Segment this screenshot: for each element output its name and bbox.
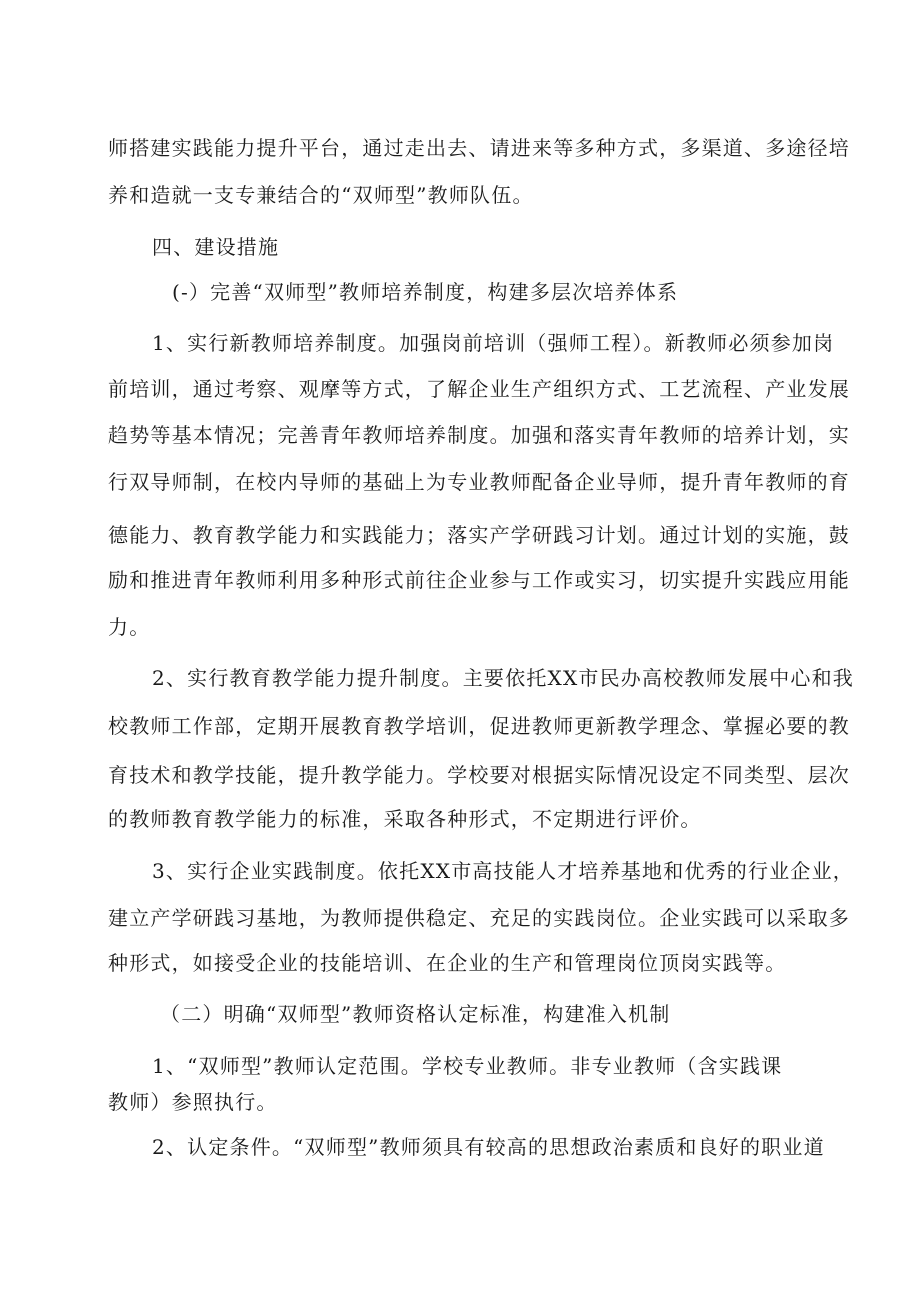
paragraph-line: 3、实行企业实践制度。依托XX市高技能人才培养基地和优秀的行业企业， (152, 859, 855, 883)
paragraph-line: 2、认定条件。“双师型”教师须具有较高的思想政治素质和良好的职业道 (152, 1135, 825, 1159)
paragraph-line: 励和推进青年教师利用多种形式前往企业参与工作或实习，切实提升实践应用能 (108, 568, 850, 592)
paragraph-line: 1、“双师型”教师认定范围。学校专业教师。非专业教师（含实践课 (152, 1054, 783, 1078)
subsection-heading: （二）明确“双师型”教师资格认定标准，构建准入机制 (160, 1002, 671, 1026)
paragraph-line: 种形式，如接受企业的技能培训、在企业的生产和管理岗位顶岗实践等。 (108, 951, 787, 975)
paragraph-line: 1、实行新教师培养制度。加强岗前培训（强师工程）。新教师必须参加岗 (152, 331, 835, 355)
paragraph-line: 教师）参照执行。 (108, 1090, 278, 1114)
paragraph-line: 2、实行教育教学能力提升制度。主要依托XX市民办高校教师发展中心和我 (152, 666, 855, 690)
paragraph-line: 的教师教育教学能力的标准，采取各种形式，不定期进行评价。 (108, 807, 702, 831)
paragraph-line: 德能力、教育教学能力和实践能力；落实产学研践习计划。通过计划的实施，鼓 (108, 523, 850, 547)
paragraph-line: 养和造就一支专兼结合的“双师型”教师队伍。 (108, 183, 534, 207)
paragraph-line: 力。 (108, 615, 151, 639)
paragraph-line: 师搭建实践能力提升平台，通过走出去、请进来等多种方式，多渠道、多途径培 (108, 136, 850, 160)
paragraph-line: 育技术和教学技能，提升教学能力。学校要对根据实际情况设定不同类型、层次 (108, 763, 850, 787)
paragraph-line: 行双导师制，在校内导师的基础上为专业教师配备企业导师，提升青年教师的育 (108, 470, 850, 494)
paragraph-line: 建立产学研践习基地，为教师提供稳定、充足的实践岗位。企业实践可以采取多 (108, 906, 850, 930)
subsection-heading: (-）完善“双师型”教师培养制度，构建多层次培养体系 (172, 280, 679, 304)
paragraph-line: 前培训，通过考察、观摩等方式，了解企业生产组织方式、工艺流程、产业发展 (108, 377, 850, 401)
paragraph-line: 趋势等基本情况；完善青年教师培养制度。加强和落实青年教师的培养计划，实 (108, 423, 850, 447)
paragraph-line: 校教师工作部，定期开展教育教学培训，促进教师更新教学理念、掌握必要的教 (108, 714, 850, 738)
section-heading: 四、建设措施 (152, 235, 280, 259)
